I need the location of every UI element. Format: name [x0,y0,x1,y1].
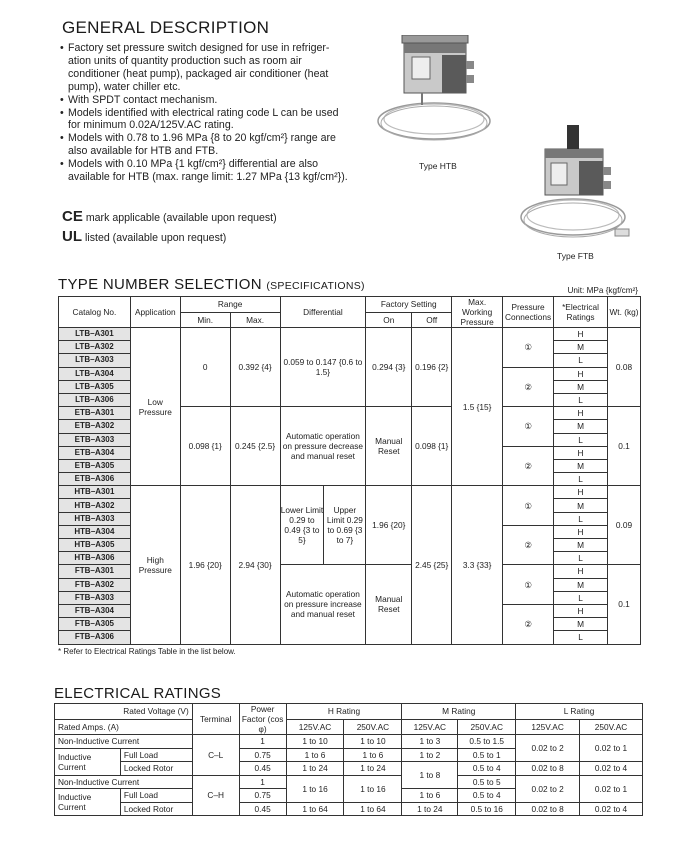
h-power-factor: Power Factor (cos φ) [239,704,286,735]
h-m-rating: M Rating [402,704,516,720]
bullet-item: • With SPDT contact mechanism. [60,94,350,107]
pf-cell: 0.45 [239,802,286,816]
type-selection-title: TYPE NUMBER SELECTION (SPECIFICATIONS) [58,276,365,293]
col-differential: Differential [280,297,366,328]
pf-cell: 1 [239,735,286,749]
full-load-label: Full Load [120,748,192,762]
rating-cell: M [554,539,608,552]
catalog-cell: ETB–A305 [59,459,131,472]
m250-cell: 0.5 to 1.5 [458,735,516,749]
rating-cell: L [554,631,608,644]
catalog-cell: HTB–A304 [59,525,131,538]
ul-mark-icon: UL [62,228,82,245]
rating-cell: L [554,433,608,446]
rating-cell: L [554,354,608,367]
l250-cell: 0.02 to 4 [580,762,643,776]
rating-cell: L [554,473,608,486]
pf-cell: 1 [239,775,286,789]
h-h-rating: H Rating [286,704,402,720]
inductive-label: Inductive Current [55,789,121,816]
l250-cell: 0.02 to 1 [580,735,643,762]
col-factory-on: On [366,312,412,328]
rating-cell: L [554,552,608,565]
m250-cell: 0.5 to 4 [458,762,516,776]
high-max-working-pressure: 3.3 {33} [452,486,503,644]
htb-switch-image [372,35,512,150]
rating-cell: M [554,420,608,433]
rating-cell: H [554,525,608,538]
col-weight: Wt. (kg) [607,297,640,328]
type-selection-table [58,296,641,645]
application-low: Low Pressure [130,328,180,486]
high-max: 2.94 {30} [230,486,280,644]
l125-cell: 0.02 to 2 [516,735,580,762]
h250-cell: 1 to 10 [344,735,402,749]
l125-cell: 0.02 to 8 [516,802,580,816]
bullet-item: • Models with 0.78 to 1.96 MPa {8 to 20 kgf/cm²} range are also available for HTB and FTB. [60,132,350,158]
ltb-on: 0.294 {3} [366,328,412,407]
ul-mark-text: listed (available upon request) [85,232,227,244]
catalog-cell: ETB–A304 [59,446,131,459]
non-inductive-label: Non-Inductive Current [55,775,193,789]
h125-cell: 1 to 10 [286,735,344,749]
rating-cell: H [554,604,608,617]
inductive-label: Inductive Current [55,748,121,775]
catalog-cell: FTB–A305 [59,618,131,631]
etb-weight: 0.1 [607,407,640,486]
catalog-cell: LTB–A305 [59,380,131,393]
etb-on: Manual Reset [366,407,412,486]
rating-cell: H [554,328,608,341]
l125-cell: 0.02 to 2 [516,775,580,802]
ltb-min: 0 [180,328,230,407]
catalog-cell: HTB–A306 [59,552,131,565]
ce-mark-text: mark applicable (available upon request) [85,212,277,224]
catalog-cell: LTB–A301 [59,328,131,341]
col-factory-off: Off [412,312,452,328]
m125-cell: 1 to 8 [402,762,458,789]
footnote: * Refer to Electrical Ratings Table in the list below. [58,647,236,656]
col-catalog: Catalog No. [59,297,131,328]
pf-cell: 0.75 [239,789,286,803]
h-terminal: Terminal [192,704,239,735]
h-rated-voltage: Rated Voltage (V) [55,704,193,720]
rating-cell: L [554,512,608,525]
rating-cell: M [554,380,608,393]
bullet-item: • Models identified with electrical rating code L can be used for minimum 0.02A/125V.AC rating. [60,107,350,133]
h250-cell: 1 to 16 [344,775,402,802]
locked-rotor-label: Locked Rotor [120,802,192,816]
htb-diff-lower: Lower Limit 0.29 to 0.49 {3 to 5} [280,486,324,565]
ltb-differential: 0.059 to 0.147 {0.6 to 1.5} [280,328,366,407]
locked-rotor-label: Locked Rotor [120,762,192,776]
catalog-cell: FTB–A306 [59,631,131,644]
h-250v: 250V.AC [344,719,402,735]
terminal-ch: C–H [192,775,239,816]
catalog-cell: LTB–A303 [59,354,131,367]
ftb-weight: 0.1 [607,565,640,644]
col-pressure-connections: Pressure Connections [503,297,554,328]
rating-cell: M [554,459,608,472]
etb-differential: Automatic operation on pressure decrease and manual reset [280,407,366,486]
catalog-cell: HTB–A302 [59,499,131,512]
l250-cell: 0.02 to 1 [580,775,643,802]
connection-2: ② [503,367,554,407]
h125-cell: 1 to 6 [286,748,344,762]
catalog-cell: FTB–A304 [59,604,131,617]
ltb-weight: 0.08 [607,328,640,407]
non-inductive-label: Non-Inductive Current [55,735,193,749]
catalog-cell: FTB–A303 [59,591,131,604]
rating-cell: L [554,591,608,604]
catalog-cell: ETB–A302 [59,420,131,433]
m125-cell: 1 to 6 [402,789,458,803]
catalog-cell: LTB–A302 [59,341,131,354]
m-125v: 125V.AC [402,719,458,735]
rating-cell: M [554,578,608,591]
h250-cell: 1 to 24 [344,762,402,776]
col-range: Range [180,297,280,313]
l-250v: 250V.AC [580,719,643,735]
col-range-min: Min. [180,312,230,328]
col-range-max: Max. [230,312,280,328]
rating-cell: H [554,565,608,578]
rating-cell: M [554,341,608,354]
catalog-cell: FTB–A302 [59,578,131,591]
electrical-ratings-table [54,703,643,816]
connection-1: ① [503,407,554,447]
htb-caption: Type HTB [419,161,457,171]
m125-cell: 1 to 3 [402,735,458,749]
connection-2: ② [503,446,554,486]
l250-cell: 0.02 to 4 [580,802,643,816]
connection-1: ① [503,328,554,368]
catalog-cell: LTB–A306 [59,393,131,406]
rating-cell: M [554,499,608,512]
catalog-cell: HTB–A305 [59,539,131,552]
ftb-switch-image [515,125,645,245]
h-rated-amps: Rated Amps. (A) [55,719,193,735]
etb-min: 0.098 {1} [180,407,230,486]
m250-cell: 0.5 to 16 [458,802,516,816]
col-factory-setting: Factory Setting [366,297,452,313]
htb-weight: 0.09 [607,486,640,565]
ltb-max: 0.392 {4} [230,328,280,407]
ltb-off: 0.196 {2} [412,328,452,407]
col-application: Application [130,297,180,328]
ftb-on: Manual Reset [366,565,412,644]
m250-cell: 0.5 to 5 [458,775,516,789]
ul-mark-line [62,228,226,245]
ce-mark-icon: CE [62,208,83,225]
catalog-cell: ETB–A303 [59,433,131,446]
bullet-item: • Factory set pressure switch designed for use in refriger-ation units of quantity production such as room air conditioner (heat pump), packaged air conditioner (heat pump), water chiller etc. [60,42,350,94]
electrical-ratings-title: ELECTRICAL RATINGS [54,685,222,702]
catalog-cell: HTB–A301 [59,486,131,499]
h-l-rating: L Rating [516,704,643,720]
description-bullets [60,42,350,184]
full-load-label: Full Load [120,789,192,803]
low-max-working-pressure: 1.5 {15} [452,328,503,486]
col-max-working-pressure: Max. Working Pressure [452,297,503,328]
col-electrical-ratings: *Electrical Ratings [554,297,608,328]
bullet-item: • Models with 0.10 MPa {1 kgf/cm²} differential are also available for HTB (max. range limit: 1.27 MPa {13 kgf/cm²}). [60,158,350,184]
h250-cell: 1 to 6 [344,748,402,762]
htb-diff-upper: Upper Limit 0.29 to 0.69 {3 to 7} [324,486,366,565]
connection-2: ② [503,604,554,644]
ftb-differential: Automatic operation on pressure increase and manual reset [280,565,366,644]
m125-cell: 1 to 2 [402,748,458,762]
rating-cell: H [554,407,608,420]
pf-cell: 0.75 [239,748,286,762]
h125-cell: 1 to 24 [286,762,344,776]
htb-on: 1.96 {20} [366,486,412,565]
h125-cell: 1 to 16 [286,775,344,802]
m250-cell: 0.5 to 4 [458,789,516,803]
application-high: High Pressure [130,486,180,644]
ftb-caption: Type FTB [557,251,594,261]
ce-mark-line [62,208,277,225]
m250-cell: 0.5 to 1 [458,748,516,762]
m-250v: 250V.AC [458,719,516,735]
l-125v: 125V.AC [516,719,580,735]
high-off: 2.45 {25} [412,486,452,644]
l125-cell: 0.02 to 8 [516,762,580,776]
etb-max: 0.245 {2.5} [230,407,280,486]
connection-1: ① [503,565,554,605]
general-description-title: GENERAL DESCRIPTION [62,18,270,37]
catalog-cell: LTB–A304 [59,367,131,380]
rating-cell: M [554,618,608,631]
unit-label: Unit: MPa {kgf/cm²} [567,286,638,295]
rating-cell: H [554,486,608,499]
rating-cell: L [554,393,608,406]
rating-cell: H [554,367,608,380]
etb-off: 0.098 {1} [412,407,452,486]
h125-cell: 1 to 64 [286,802,344,816]
catalog-cell: HTB–A303 [59,512,131,525]
connection-2: ② [503,525,554,565]
h-125v: 125V.AC [286,719,344,735]
pf-cell: 0.45 [239,762,286,776]
m125-cell: 1 to 24 [402,802,458,816]
h250-cell: 1 to 64 [344,802,402,816]
terminal-cl: C–L [192,735,239,776]
catalog-cell: ETB–A301 [59,407,131,420]
connection-1: ① [503,486,554,526]
catalog-cell: FTB–A301 [59,565,131,578]
high-min: 1.96 {20} [180,486,230,644]
rating-cell: H [554,446,608,459]
catalog-cell: ETB–A306 [59,473,131,486]
